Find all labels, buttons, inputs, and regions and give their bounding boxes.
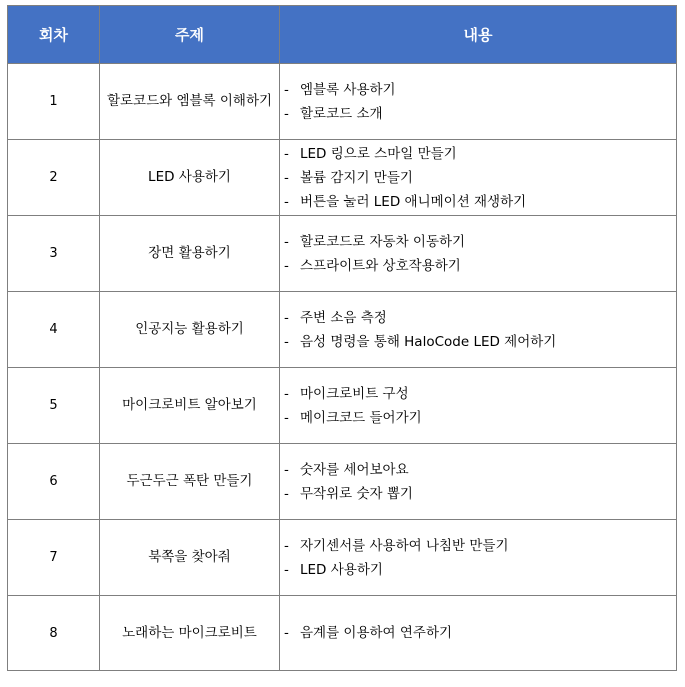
list-item-text: 엠블록 사용하기 <box>300 81 396 98</box>
session-topic: 두근두근 폭탄 만들기 <box>100 444 280 520</box>
list-item-text: 자기센서를 사용하여 나침반 만들기 <box>300 537 509 554</box>
content-list <box>280 458 676 506</box>
list-item <box>280 230 676 254</box>
content-list <box>280 534 676 582</box>
list-item <box>280 102 676 126</box>
list-item <box>280 621 676 645</box>
content-list <box>280 78 676 126</box>
list-item-text: LED 사용하기 <box>300 561 383 578</box>
bullet-dash: - <box>284 625 289 641</box>
header-content: 내용 <box>280 6 677 64</box>
bullet-dash: - <box>284 169 289 186</box>
session-number: 8 <box>8 596 100 671</box>
session-topic: 마이크로비트 알아보기 <box>100 368 280 444</box>
table-body <box>8 64 677 671</box>
list-item <box>280 382 676 406</box>
session-number: 1 <box>8 64 100 140</box>
bullet-dash: - <box>284 193 289 210</box>
session-topic: 북쪽을 찾아줘 <box>100 520 280 596</box>
list-item-text: 마이크로비트 구성 <box>300 385 409 402</box>
list-item-text: 주변 소음 측정 <box>300 309 387 326</box>
table-row <box>8 596 677 671</box>
list-item-text: 무작위로 숫자 뽑기 <box>300 485 413 502</box>
bullet-dash: - <box>284 145 289 162</box>
session-number: 6 <box>8 444 100 520</box>
session-topic: 인공지능 활용하기 <box>100 292 280 368</box>
session-content <box>280 292 677 368</box>
header-session: 회차 <box>8 6 100 64</box>
bullet-dash: - <box>284 333 289 350</box>
bullet-dash: - <box>284 537 289 554</box>
list-item <box>280 458 676 482</box>
list-item-text: 음계를 이용하여 연주하기 <box>300 625 453 641</box>
header-row <box>8 6 677 64</box>
list-item-text: 할로코드 소개 <box>300 105 383 122</box>
session-topic: LED 사용하기 <box>100 140 280 216</box>
table-row <box>8 520 677 596</box>
list-item <box>280 558 676 582</box>
list-item-text: 버튼을 눌러 LED 애니메이션 재생하기 <box>300 193 527 210</box>
bullet-dash: - <box>284 81 289 98</box>
list-item-text: 음성 명령을 통해 HaloCode LED 제어하기 <box>300 333 557 350</box>
table-row <box>8 444 677 520</box>
bullet-dash: - <box>284 561 289 578</box>
content-list <box>280 621 676 645</box>
bullet-dash: - <box>284 233 289 250</box>
list-item <box>280 482 676 506</box>
list-item <box>280 306 676 330</box>
list-item <box>280 406 676 430</box>
session-number: 7 <box>8 520 100 596</box>
content-list <box>280 230 676 278</box>
session-content <box>280 140 677 216</box>
bullet-dash: - <box>284 485 289 502</box>
bullet-dash: - <box>284 385 289 402</box>
table-row <box>8 368 677 444</box>
session-topic: 할로코드와 엠블록 이해하기 <box>100 64 280 140</box>
list-item-text: 볼륨 감지기 만들기 <box>300 169 413 186</box>
list-item <box>280 534 676 558</box>
bullet-dash: - <box>284 105 289 122</box>
bullet-dash: - <box>284 409 289 426</box>
list-item-text: 스프라이트와 상호작용하기 <box>300 257 461 274</box>
session-content <box>280 520 677 596</box>
session-content <box>280 444 677 520</box>
list-item <box>280 330 676 354</box>
table-row <box>8 64 677 140</box>
session-number: 4 <box>8 292 100 368</box>
session-number: 3 <box>8 216 100 292</box>
bullet-dash: - <box>284 257 289 274</box>
list-item <box>280 142 676 166</box>
session-number: 2 <box>8 140 100 216</box>
table-row <box>8 140 677 216</box>
session-topic: 장면 활용하기 <box>100 216 280 292</box>
list-item <box>280 254 676 278</box>
list-item-text: 메이크코드 들어가기 <box>300 409 422 426</box>
table-row <box>8 216 677 292</box>
table-row <box>8 292 677 368</box>
content-list <box>280 382 676 430</box>
list-item <box>280 166 676 190</box>
list-item-text: 숫자를 세어보아요 <box>300 461 409 478</box>
content-list <box>280 142 676 214</box>
list-item-text: LED 링으로 스마일 만들기 <box>300 145 457 162</box>
session-topic: 노래하는 마이크로비트 <box>100 596 280 671</box>
session-content <box>280 368 677 444</box>
header-topic: 주제 <box>100 6 280 64</box>
session-content <box>280 596 677 671</box>
bullet-dash: - <box>284 309 289 326</box>
session-number: 5 <box>8 368 100 444</box>
bullet-dash: - <box>284 461 289 478</box>
list-item-text: 할로코드로 자동차 이동하기 <box>300 233 466 250</box>
session-content <box>280 216 677 292</box>
session-content <box>280 64 677 140</box>
list-item <box>280 190 676 214</box>
content-list <box>280 306 676 354</box>
list-item <box>280 78 676 102</box>
curriculum-table <box>7 5 677 671</box>
